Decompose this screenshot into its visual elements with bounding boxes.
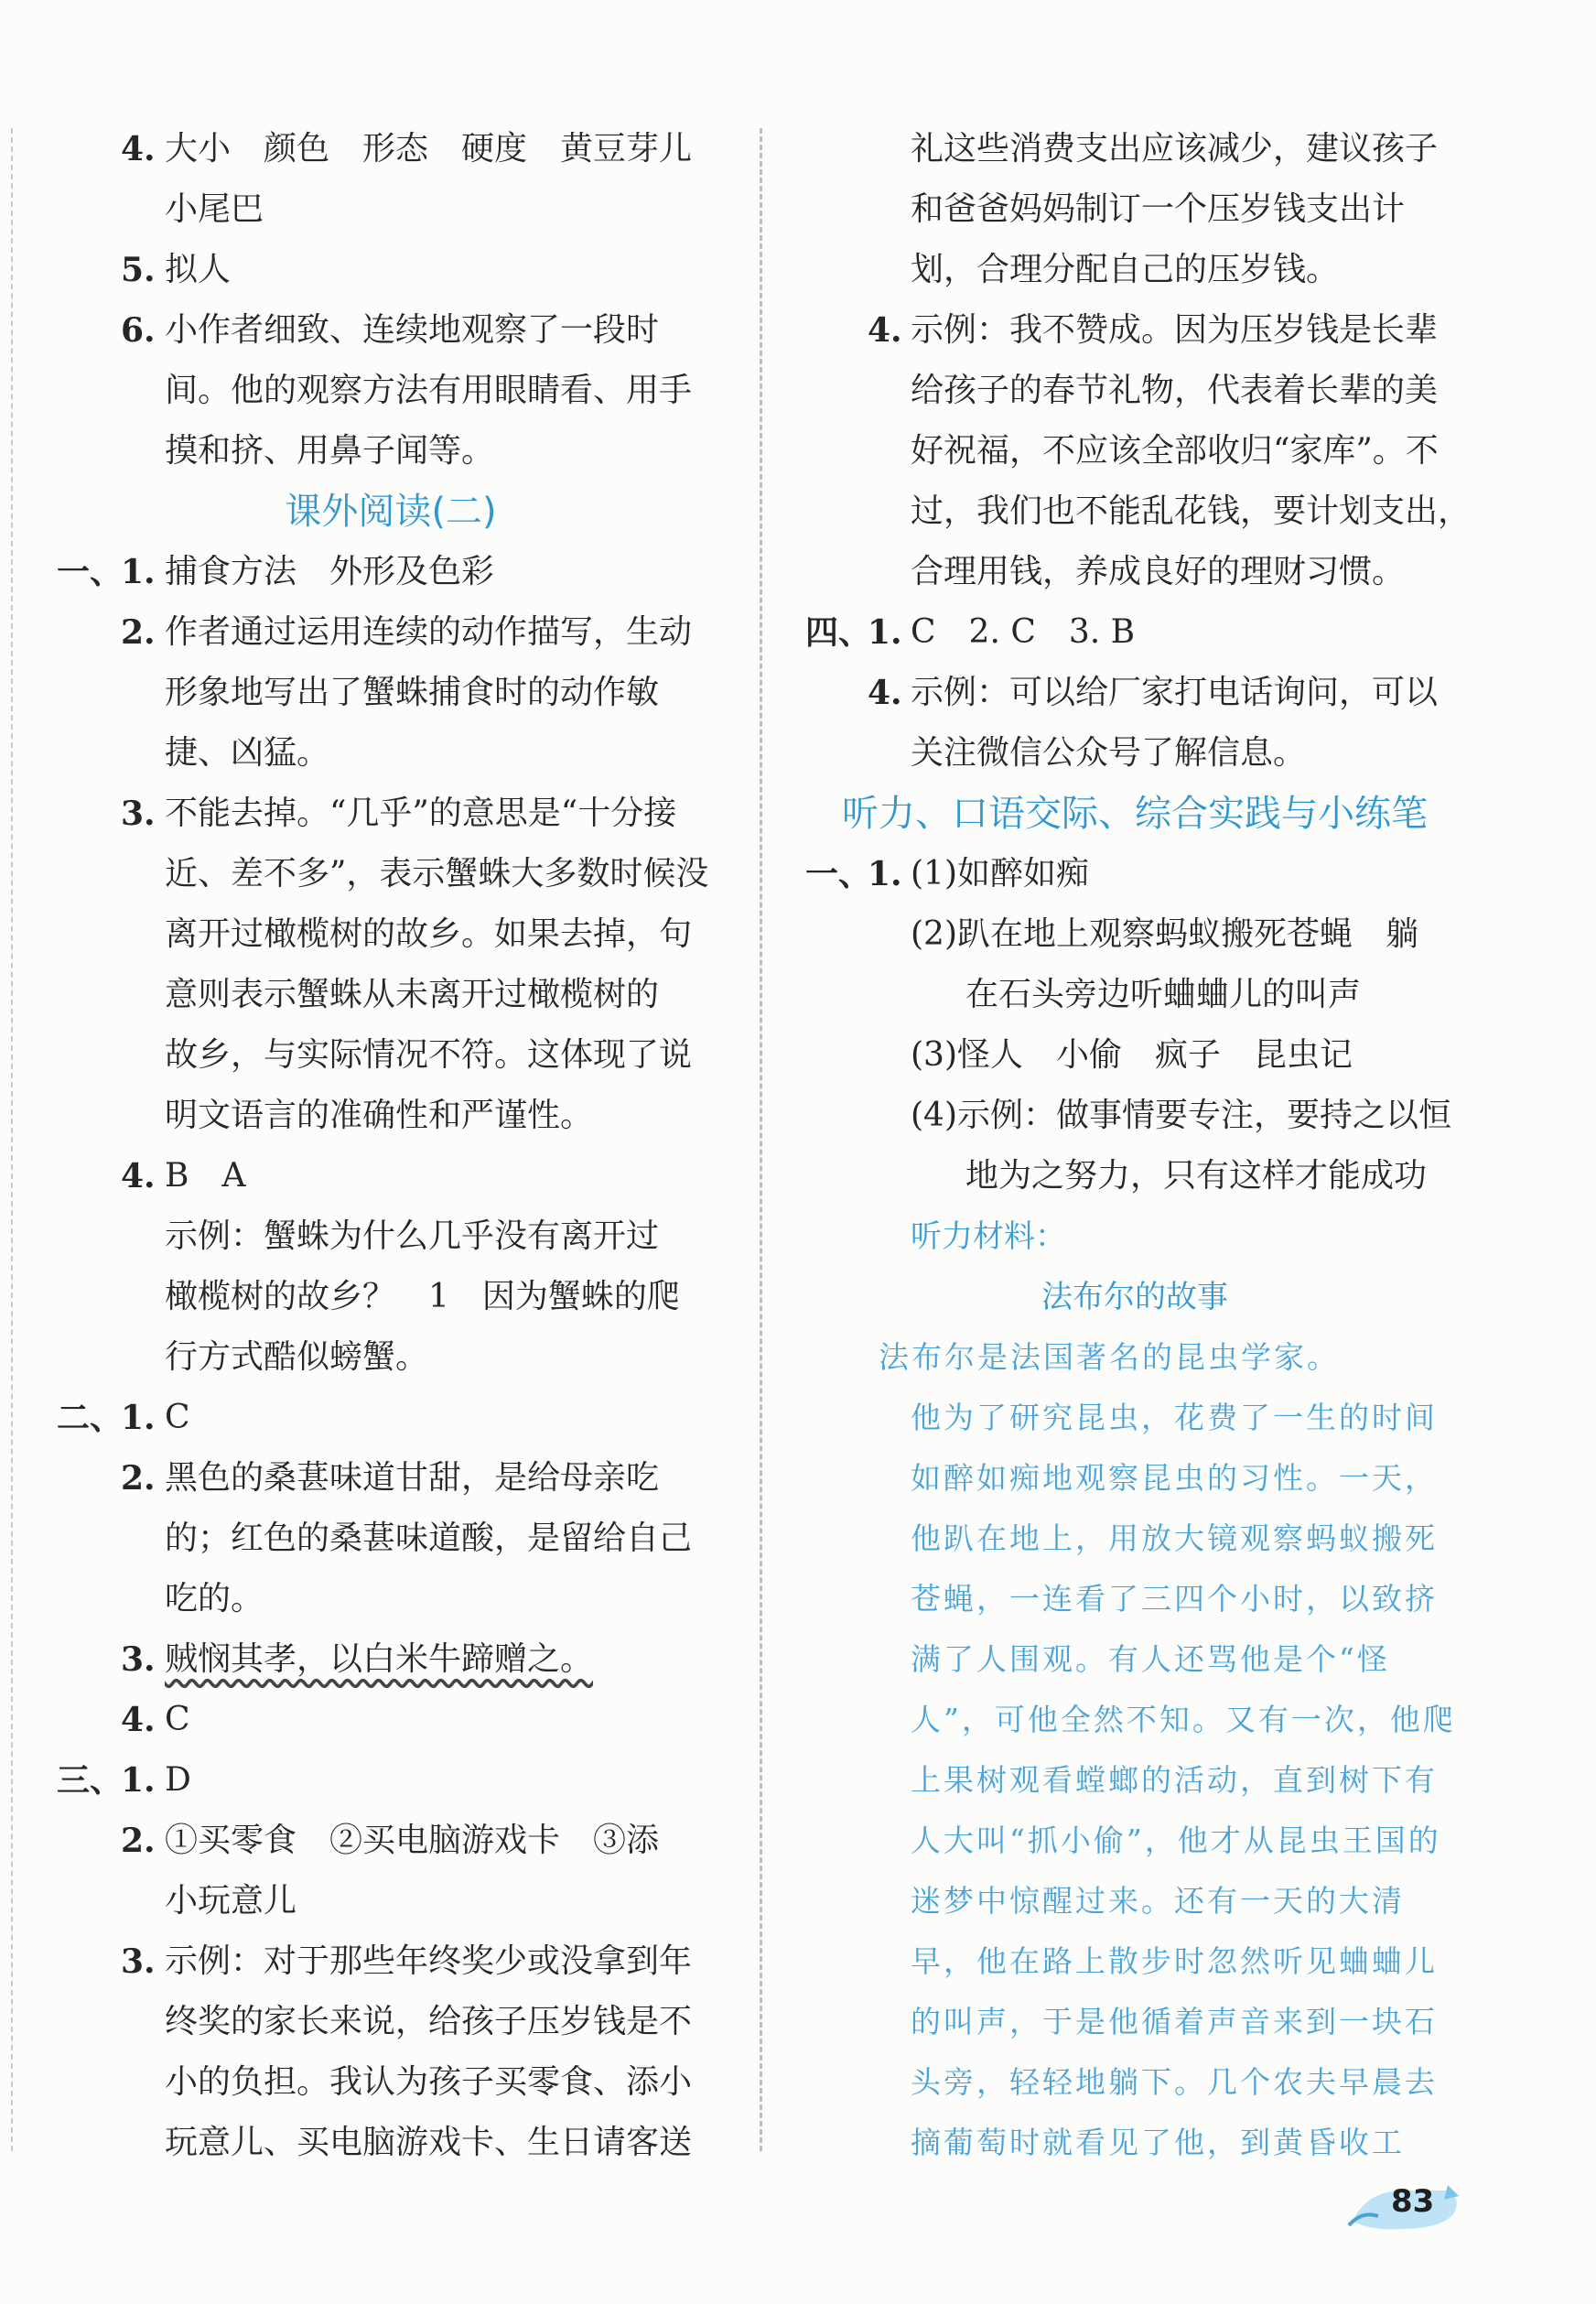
story-line-text: 人”，可他全然不知。又有一次，他爬 (911, 1702, 1456, 1737)
answer-line (57, 1629, 725, 1690)
answer-text: C 2. C 3. B (911, 613, 1136, 651)
answer-text: 终奖的家长来说，给孩子压岁钱是不 (165, 2003, 693, 2040)
answer-text: 和爸爸妈妈制订一个压岁钱支出计 (911, 190, 1406, 228)
answer-line (57, 1025, 725, 1086)
story-line (805, 1871, 1464, 1931)
answer-line (57, 1146, 725, 1206)
story-line (805, 1629, 1464, 1690)
answer-line (805, 179, 1464, 240)
item-number: 4. (868, 311, 902, 350)
answer-text: 玩意儿、买电脑游戏卡、生日请客送 (165, 2124, 693, 2161)
item-number: 3. (121, 1640, 156, 1679)
answer-text: 吃的。 (165, 1580, 264, 1617)
answer-text: 不能去掉。“几乎”的意思是“十分接 (165, 795, 677, 832)
answer-line (805, 119, 1464, 179)
answer-line (57, 1448, 725, 1509)
story-line-text: 早，他在路上散步时忽然听见蛐蛐儿 (911, 1943, 1438, 1979)
answer-line (805, 904, 1464, 965)
section-heading: 课外阅读(二) (285, 491, 497, 533)
answer-line (57, 1086, 725, 1146)
answer-text: 划，合理分配自己的压岁钱。 (911, 251, 1340, 288)
answer-text: 大小 颜色 形态 硬度 黄豆芽儿 (165, 130, 693, 168)
item-number: 1. (121, 1761, 156, 1800)
item-number: 4. (121, 130, 156, 168)
answer-text: 捕食方法 外形及色彩 (165, 553, 495, 590)
item-number: 4. (121, 1157, 156, 1195)
answer-text: 行方式酷似螃蟹。 (165, 1338, 429, 1376)
listening-label-line (805, 1206, 1464, 1267)
page-number: 83 (1391, 2183, 1435, 2220)
item-number: 1. (121, 1399, 156, 1437)
left-column (57, 119, 725, 2173)
answer-text: 间。他的观察方法有用眼睛看、用手 (165, 372, 693, 409)
section-number: 三、 (57, 1761, 124, 1800)
story-line-text: 他趴在地上，用放大镜观察蚂蚁搬死 (911, 1520, 1438, 1556)
answer-line (57, 1992, 725, 2052)
answer-text: 示例：对于那些年终奖少或没拿到年 (165, 1942, 693, 1980)
story-line (805, 2113, 1464, 2173)
item-number: 6. (121, 311, 156, 350)
item-number: 4. (868, 674, 902, 712)
answer-text: 摸和挤、用鼻子闻等。 (165, 432, 495, 470)
answer-line (805, 421, 1464, 481)
story-line (805, 1448, 1464, 1509)
story-title: 法布尔的故事 (1041, 1279, 1228, 1315)
column-divider (760, 128, 762, 2151)
story-line (805, 2052, 1464, 2113)
answer-line (805, 844, 1464, 904)
answer-text: C (165, 1701, 190, 1738)
right-column (805, 119, 1472, 2173)
answer-text: 示例：我不赞成。因为压岁钱是长辈 (911, 311, 1439, 349)
answer-line (57, 542, 725, 602)
answer-text: (2)趴在地上观察蚂蚁搬死苍蝇 躺 (911, 915, 1418, 953)
story-line (805, 1327, 1464, 1388)
answer-text: 拟人 (165, 251, 232, 288)
item-number: 2. (121, 613, 156, 652)
answer-text: 小尾巴 (165, 190, 264, 228)
answer-text: 捷、凶猛。 (165, 734, 330, 772)
story-line-text: 他为了研究昆虫，花费了一生的时间 (911, 1400, 1438, 1435)
answer-text: 在石头旁边听蛐蛐儿的叫声 (965, 976, 1362, 1013)
story-line-text: 如醉如痴地观察昆虫的习性。一天， (911, 1460, 1438, 1496)
answer-line (57, 1811, 725, 1871)
item-number: 1. (121, 553, 156, 591)
answer-text: 关注微信公众号了解信息。 (911, 734, 1307, 772)
answer-line (805, 481, 1472, 542)
answer-line (57, 119, 725, 179)
answer-line (57, 723, 725, 784)
story-line-text: 上果树观看螳螂的活动，直到树下有 (911, 1762, 1438, 1798)
item-number: 5. (121, 251, 156, 289)
answer-line (57, 1871, 725, 1931)
answer-line (805, 542, 1464, 602)
item-number: 1. (868, 855, 902, 893)
answer-line (805, 965, 1464, 1025)
answer-line (57, 602, 725, 663)
answer-text: 黑色的桑葚味道甘甜，是给母亲吃 (165, 1459, 660, 1497)
section-heading: 听力、口语交际、综合实践与小练笔 (842, 793, 1428, 835)
story-text (805, 1327, 1464, 2173)
story-line-text: 迷梦中惊醒过来。还有一天的大清 (911, 1883, 1405, 1919)
section-number: 四、 (805, 613, 872, 652)
answer-text: ①买零食 ②买电脑游戏卡 ③添 (165, 1822, 660, 1859)
answer-line (57, 421, 725, 481)
answer-text: 小的负担。我认为孩子买零食、添小 (165, 2063, 693, 2101)
answer-text: 离开过橄榄树的故乡。如果去掉，句 (165, 915, 693, 953)
story-line-text: 满了人围观。有人还骂他是个“怪 (911, 1641, 1390, 1677)
item-number: 3. (121, 795, 156, 833)
answer-line (57, 240, 725, 300)
answer-line (57, 844, 725, 904)
answer-line (57, 300, 725, 361)
story-line (805, 1569, 1464, 1629)
underlined-answer: 贼悯其孝，以白米牛蹄赠之。 (165, 1640, 594, 1678)
answer-line (57, 1569, 725, 1629)
answer-line (805, 1086, 1464, 1146)
answer-text: 意则表示蟹蛛从未离开过橄榄树的 (165, 976, 660, 1013)
answer-text: (4)示例：做事情要专注，要持之以恒 (911, 1097, 1451, 1134)
story-line-text: 的叫声，于是他循着声音来到一块石 (911, 2004, 1438, 2039)
answer-line (805, 723, 1464, 784)
story-line (805, 1509, 1464, 1569)
answer-text: 形象地写出了蟹蛛捕食时的动作敏 (165, 674, 660, 711)
answer-text: 故乡，与实际情况不符。这体现了说 (165, 1036, 693, 1074)
story-line-text: 人大叫“抓小偷”，他才从昆虫王国的 (911, 1823, 1441, 1858)
listening-label: 听力材料： (911, 1218, 1066, 1255)
answer-text: 的；红色的桑葚味道酸，是留给自己 (165, 1520, 693, 1557)
answer-line (57, 179, 725, 240)
answer-line (805, 602, 1464, 663)
answer-line (57, 2052, 725, 2113)
answer-text: 好祝福，不应该全部收归“家库”。不 (911, 432, 1439, 470)
section-number: 一、 (805, 855, 872, 893)
story-line (805, 1931, 1464, 1992)
item-number: 2. (121, 1459, 156, 1498)
answer-text: 礼这些消费支出应该减少，建议孩子 (911, 130, 1439, 168)
story-line (805, 1811, 1464, 1871)
answer-line (57, 965, 725, 1025)
story-line (805, 1690, 1464, 1750)
answer-line (805, 1025, 1464, 1086)
answer-line (57, 1690, 725, 1750)
answer-line (805, 361, 1464, 421)
answer-text: 作者通过运用连续的动作描写，生动 (165, 613, 693, 651)
answer-line (57, 1931, 725, 1992)
section-number: 一、 (57, 553, 124, 591)
answer-line (57, 663, 725, 723)
answer-text: 过，我们也不能乱花钱，要计划支出， (911, 492, 1472, 530)
answer-line (805, 240, 1464, 300)
answer-text: C (165, 1399, 190, 1436)
story-line (805, 1388, 1464, 1448)
answer-text: 小玩意儿 (165, 1882, 297, 1920)
answer-text: 合理用钱，养成良好的理财习惯。 (911, 553, 1406, 590)
item-number: 2. (121, 1822, 156, 1860)
answer-text: B A (165, 1157, 246, 1195)
answer-line (57, 1206, 725, 1267)
answer-text: 示例：蟹蛛为什么几乎没有离开过 (165, 1217, 660, 1255)
answer-line (57, 1267, 725, 1327)
answer-text: 给孩子的春节礼物，代表着长辈的美 (911, 372, 1439, 409)
edge-rule (11, 128, 13, 2151)
story-line-text: 摘葡萄时就看见了他，到黄昏收工 (911, 2125, 1405, 2160)
answer-line (57, 1388, 725, 1448)
answer-text: (1)如醉如痴 (911, 855, 1089, 892)
answer-line (805, 663, 1464, 723)
answer-line (57, 904, 725, 965)
answer-line (57, 784, 725, 844)
story-line-text: 法布尔是法国著名的昆虫学家。 (879, 1339, 1340, 1375)
story-line-text: 头旁，轻轻地躺下。几个农夫早晨去 (911, 2064, 1438, 2100)
story-line (805, 1992, 1464, 2052)
answer-text: 地为之努力，只有这样才能成功 (965, 1157, 1428, 1195)
answer-text: (3)怪人 小偷 疯子 昆虫记 (911, 1036, 1353, 1074)
story-line (805, 1750, 1464, 1811)
story-line-text: 苍蝇，一连看了三四个小时，以致挤 (911, 1581, 1438, 1617)
answer-line (57, 1750, 725, 1811)
answer-text: 小作者细致、连续地观察了一段时 (165, 311, 660, 349)
answer-line (57, 1327, 725, 1388)
section-number: 二、 (57, 1399, 124, 1437)
answer-line (805, 1146, 1464, 1206)
answer-text: 近、差不多”，表示蟹蛛大多数时候没 (165, 855, 709, 892)
answer-line (57, 1509, 725, 1569)
answer-line (805, 300, 1464, 361)
answer-text: 橄榄树的故乡？ 1 因为蟹蛛的爬 (165, 1278, 680, 1315)
item-number: 1. (868, 613, 902, 652)
answer-text: D (165, 1761, 191, 1799)
answer-text: 示例：可以给厂家打电话询问，可以 (911, 674, 1439, 711)
item-number: 4. (121, 1701, 156, 1739)
answer-line (57, 361, 725, 421)
item-number: 3. (121, 1942, 156, 1981)
answer-line (57, 2113, 725, 2173)
answer-text: 明文语言的准确性和严谨性。 (165, 1097, 594, 1134)
